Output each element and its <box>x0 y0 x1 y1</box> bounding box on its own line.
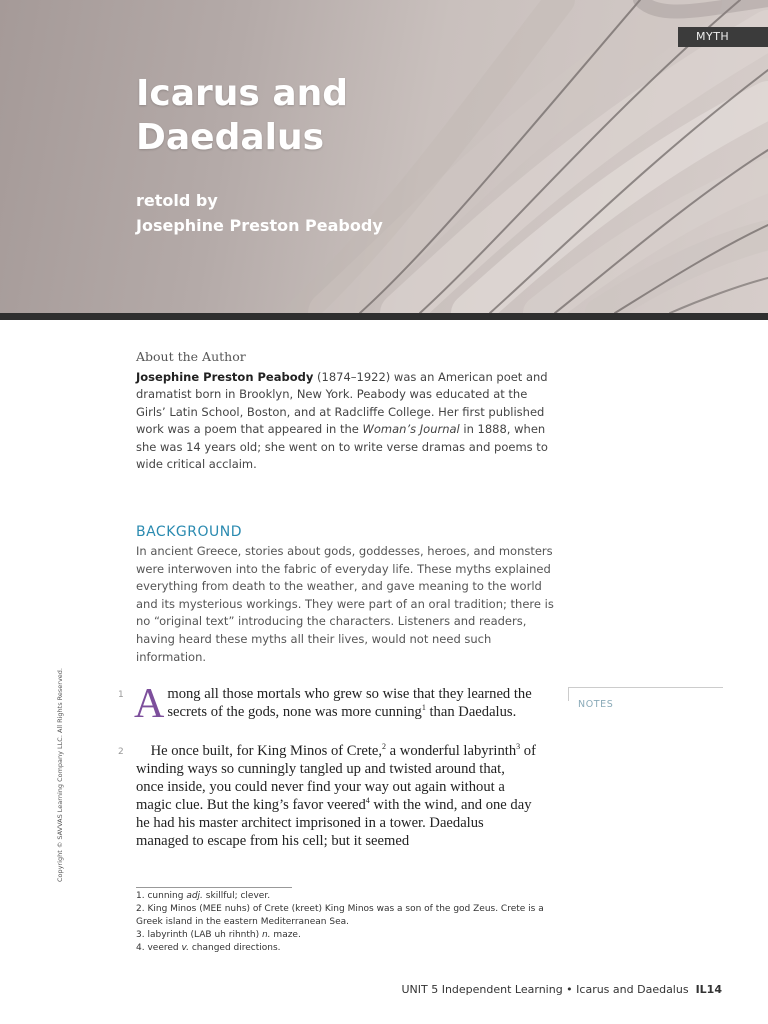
story-paragraph-1 <box>134 681 536 727</box>
journal-title: Woman’s Journal <box>362 422 460 437</box>
notes-edge <box>568 687 569 701</box>
story-title: Icarus and Daedalus <box>136 73 349 158</box>
p1-end: than Daedalus. <box>425 704 517 720</box>
about-text-1: (1874–1922) was an American poet and dramatist born in Brooklyn, New York. Peabody was educated at the Girls’ Latin School, Boston, and at Radcliffe College. Her first published work was a poem that appeared in the <box>136 370 548 437</box>
about-text <box>136 369 556 473</box>
story-paragraph-2 <box>136 742 536 850</box>
byline-author: Josephine Preston Peabody <box>136 216 383 235</box>
page-number: IL14 <box>695 983 722 996</box>
footnote-1: 1. cunning adj. skillful; clever. <box>136 891 271 901</box>
p2-text-c: of winding ways so cunningly tangled up and twisted around that, once inside, you could never find your way out again without a magic clue. But the king’s favor veered <box>136 743 536 813</box>
p2-text-d: with the wind, and one day he had his master architect imprisoned in a tower. Daedalus managed to escape from his cell; but it seemed <box>136 797 532 849</box>
drop-cap: A <box>134 681 165 727</box>
footnotes <box>136 890 556 955</box>
page-footer <box>401 983 722 996</box>
banner-divider <box>0 313 768 320</box>
notes-rule <box>568 687 723 688</box>
author-name: Josephine Preston Peabody <box>136 370 314 384</box>
retold-by-label: retold by <box>136 191 218 210</box>
p2-text-b: a wonderful labyrinth <box>386 743 517 759</box>
footnote-4: 4. veered v. changed directions. <box>136 943 281 953</box>
footnote-ref-2[interactable]: 2 <box>382 742 387 752</box>
background-heading: BACKGROUND <box>136 524 242 540</box>
footnote-ref-4[interactable]: 4 <box>365 796 370 806</box>
byline <box>136 188 383 238</box>
copyright-notice: Copyright © SAVVAS Learning Company LLC. All Rights Reserved. <box>56 668 64 882</box>
footnote-ref-1[interactable]: 1 <box>421 703 426 713</box>
footnote-3: 3. labyrinth (LAB uh rihnth) n. maze. <box>136 930 301 940</box>
notes-label: NOTES <box>578 699 614 710</box>
footer-text: UNIT 5 Independent Learning • Icarus and Daedalus <box>401 983 689 996</box>
paragraph-number: 2 <box>118 747 124 757</box>
about-heading: About the Author <box>136 349 246 364</box>
footnote-2: 2. King Minos (MEE nuhs) of Crete (kreet) King Minos was a son of the god Zeus. Crete is a Greek island in the eastern Mediterranean Sea. <box>136 904 544 927</box>
paragraph-number: 1 <box>118 690 124 700</box>
genre-tag: MYTH <box>678 27 768 47</box>
footnote-rule <box>136 887 292 888</box>
about-text-2: in 1888, when she was 14 years old; she went on to write verse dramas and poems to wide critical acclaim. <box>136 422 548 472</box>
background-text: In ancient Greece, stories about gods, goddesses, heroes, and monsters were interwoven into the fabric of everyday life. These myths explained everything from death to the weather, and gave meaning to the world and its mysterious workings. They were part of an oral tradition; there is no “original text” introducing the characters. Listeners and readers, having heard these myths all their lives, would not need such information. <box>136 544 554 664</box>
footnote-ref-3[interactable]: 3 <box>516 742 521 752</box>
p2-text-a: He once built, for King Minos of Crete, <box>150 743 383 759</box>
p1-text: mong all those mortals who grew so wise that they learned the secrets of the gods, none was more cunning <box>167 686 532 720</box>
title-banner <box>0 0 768 313</box>
